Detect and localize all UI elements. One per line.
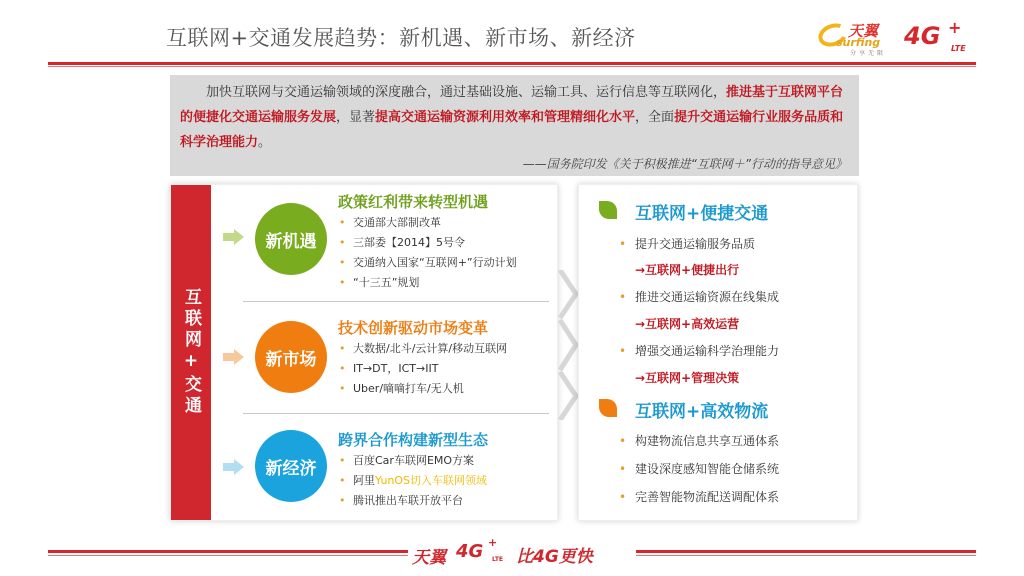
- quote-highlight-2: 提高交通运输资源利用效率和管理精细化水平: [375, 110, 636, 125]
- footer-rule-right-thin: [636, 555, 976, 556]
- footer-brand: [412, 536, 632, 568]
- brand-tagline: surfing: [836, 36, 881, 49]
- list-item: • 构建物流信息共享互通体系: [619, 427, 779, 455]
- slide-title: 互联网+交通发展趋势：新机遇、新市场、新经济: [166, 26, 636, 50]
- quote-text-1: 加快互联网与交通运输领域的深度融合，通过基础设施、运输工具、运行信息等互联网化，: [206, 85, 727, 100]
- leaf-icon: [599, 399, 617, 417]
- brand-4g: 4G: [904, 22, 941, 50]
- quote-source: ——国务院印发《关于积极推进“互联网＋”行动的指导意见》: [522, 157, 847, 171]
- list-item-sub: →互联网+高效运营: [635, 317, 740, 331]
- policy-quote: [180, 80, 851, 155]
- list-item: • 三部委【2014】5号令: [339, 233, 517, 253]
- footer-rule-left-thin: [48, 555, 408, 556]
- footer-rule-right: [636, 550, 976, 553]
- footer-plus: +: [488, 536, 498, 549]
- list-item: • 完善智能物流配送调配体系: [619, 483, 779, 511]
- footer-lte: LTE: [492, 556, 504, 563]
- list-item: • 百度Car车联网EMO方案: [339, 451, 487, 471]
- list-item: • 交通纳入国家“互联网+”行动计划: [339, 253, 517, 273]
- list-item: • 提升交通运输服务品质: [619, 231, 779, 257]
- footer-slogan: 比4G更快: [516, 547, 593, 567]
- brand-plus: +: [948, 18, 962, 37]
- side-label: 互联网+交通: [181, 288, 201, 417]
- section-title-policy: 政策红利带来转型机遇: [338, 193, 489, 211]
- tech-bullets: [339, 339, 507, 399]
- quote-text-4: 。: [258, 135, 272, 150]
- section-title-tech: 技术创新驱动市场变革: [338, 319, 489, 337]
- quote-text-2: ，显著: [336, 110, 376, 125]
- list-item: • 大数据/北斗/云计算/移动互联网: [339, 339, 507, 359]
- convenient-transport-list: [619, 231, 779, 391]
- quote-text-3: ，全面: [635, 110, 675, 125]
- section-title-crossover: 跨界合作构建新型生态: [338, 431, 489, 449]
- list-item: • 增强交通运输科学治理能力: [619, 337, 779, 365]
- arrow-right-icon: [223, 349, 245, 365]
- circle-new-economy: 新经济: [255, 430, 327, 502]
- block-title-convenient-transport: 互联网+便捷交通: [635, 204, 769, 224]
- footer-brand-name: 天翼: [412, 548, 446, 568]
- circle-new-opportunity: 新机遇: [255, 203, 327, 275]
- list-item-sub: →互联网+管理决策: [635, 371, 740, 385]
- header-rule-thin: [48, 66, 976, 67]
- brand-slogan: 分享无限: [850, 50, 887, 57]
- list-item: • Uber/嘀嘀打车/无人机: [339, 379, 507, 399]
- block-title-efficient-logistics: 互联网+高效物流: [635, 402, 769, 422]
- arrow-right-icon: [223, 229, 245, 245]
- quote-highlight-1: 推进基于互联网平台的便捷化交通运输服务发展: [180, 85, 844, 125]
- arrow-right-icon: [223, 459, 245, 475]
- list-item-sub: →互联网+便捷出行: [635, 263, 740, 277]
- list-item: • “十三五”规划: [339, 273, 517, 293]
- quote-highlight-3: 提升交通运输行业服务品质和科学治理能力: [180, 110, 844, 150]
- efficient-logistics-list: [619, 427, 779, 511]
- list-item: • IT→DT，ICT→IIT: [339, 359, 507, 379]
- section-divider: [243, 413, 549, 414]
- policy-quote-box: [170, 75, 859, 176]
- header-rule: [48, 62, 976, 65]
- list-item: [339, 471, 487, 491]
- footer-rule-left: [48, 550, 408, 553]
- list-item-text: 阿里: [353, 474, 375, 487]
- brand-name: 天翼: [848, 22, 879, 40]
- trends-panel: [170, 184, 558, 521]
- list-item: • 腾讯推出车联开放平台: [339, 491, 487, 511]
- list-item-highlight: YunOS切入车联网领域: [375, 474, 488, 487]
- list-item: • 建设深度感知智能仓储系统: [619, 455, 779, 483]
- footer-4g: 4G: [456, 541, 484, 562]
- policy-bullets: [339, 213, 517, 293]
- brand-lte: LTE: [951, 44, 966, 53]
- crossover-bullets: [339, 451, 487, 511]
- side-label-bar: [171, 185, 211, 520]
- circle-new-market: 新市场: [255, 321, 327, 393]
- chevron-connector-icon: [558, 270, 580, 420]
- list-item: • 推进交通运输资源在线集成: [619, 283, 779, 311]
- leaf-icon: [599, 201, 617, 219]
- section-divider: [243, 301, 549, 302]
- brand-logo: [818, 18, 998, 58]
- internet-plus-panel: [578, 184, 858, 521]
- list-item: • 交通部大部制改革: [339, 213, 517, 233]
